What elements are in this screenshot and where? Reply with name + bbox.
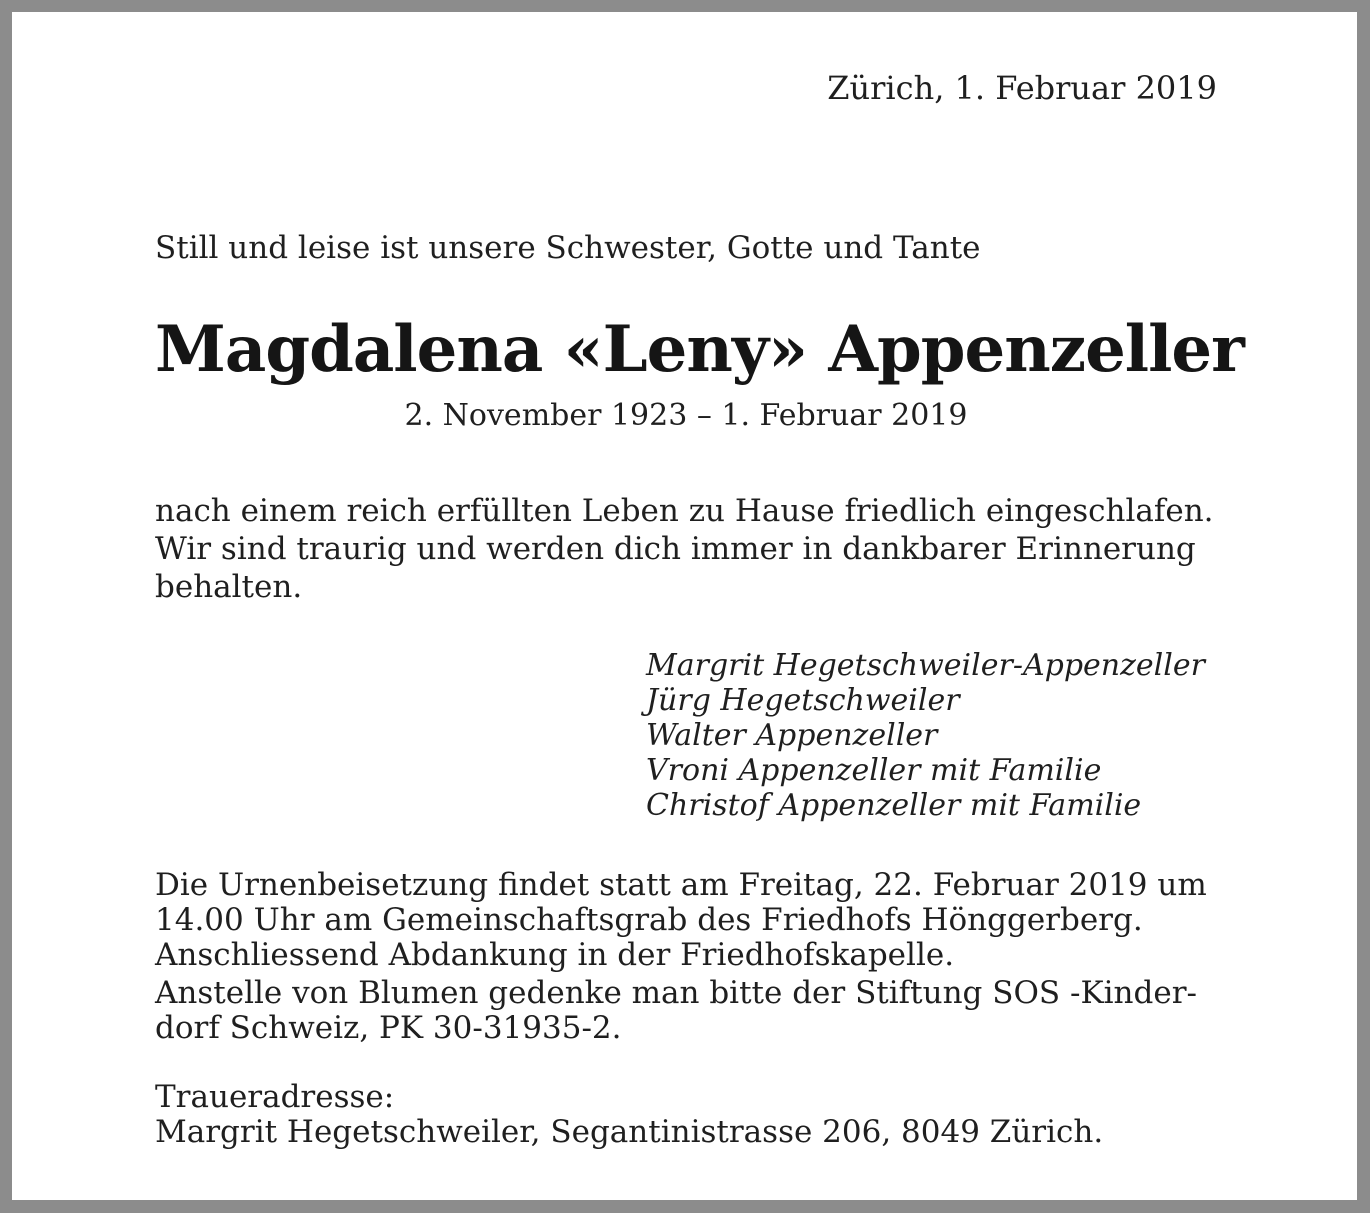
funeral-line: 14.00 Uhr am Gemeinschaftsgrab des Friedhofs Hönggerberg. <box>155 902 1143 938</box>
donation-line: Anstelle von Blumen gedenke man bitte der Stiftung SOS -Kinder- <box>155 975 1197 1011</box>
mourner-name: Walter Appenzeller <box>646 718 938 753</box>
intro-text: Still und leise ist unsere Schwester, Gotte und Tante <box>155 230 981 266</box>
mourner-name: Margrit Hegetschweiler-Appenzeller <box>646 648 1205 683</box>
mourner-name: Christof Appenzeller mit Familie <box>646 788 1142 823</box>
address-label: Traueradresse: <box>155 1079 395 1115</box>
mourner-name: Vroni Appenzeller mit Familie <box>646 753 1102 788</box>
funeral-line: Anschliessend Abdankung in der Friedhofskapelle. <box>155 937 955 973</box>
obituary-page <box>12 12 1357 1200</box>
donation-info <box>155 976 1217 1046</box>
message-line: behalten. <box>155 569 303 605</box>
mourning-address <box>155 1080 1217 1150</box>
address-text: Margrit Hegetschweiler, Segantinistrasse 206, 8049 Zürich. <box>155 1114 1104 1150</box>
life-dates: 2. November 1923 – 1. Februar 2019 <box>404 398 968 433</box>
mourners-list <box>646 648 1205 823</box>
memorial-message <box>155 492 1217 606</box>
message-line: nach einem reich erfüllten Leben zu Hause friedlich eingeschlafen. <box>155 493 1214 529</box>
funeral-line: Die Urnenbeisetzung findet statt am Freitag, 22. Februar 2019 um <box>155 867 1207 903</box>
donation-line: dorf Schweiz, PK 30-31935-2. <box>155 1010 622 1046</box>
mourner-name: Jürg Hegetschweiler <box>646 683 960 718</box>
deceased-name: Magdalena «Leny» Appenzeller <box>155 312 1244 387</box>
place-date: Zürich, 1. Februar 2019 <box>827 69 1217 107</box>
funeral-info <box>155 868 1217 973</box>
message-line: Wir sind traurig und werden dich immer in dankbarer Erinnerung <box>155 531 1196 567</box>
